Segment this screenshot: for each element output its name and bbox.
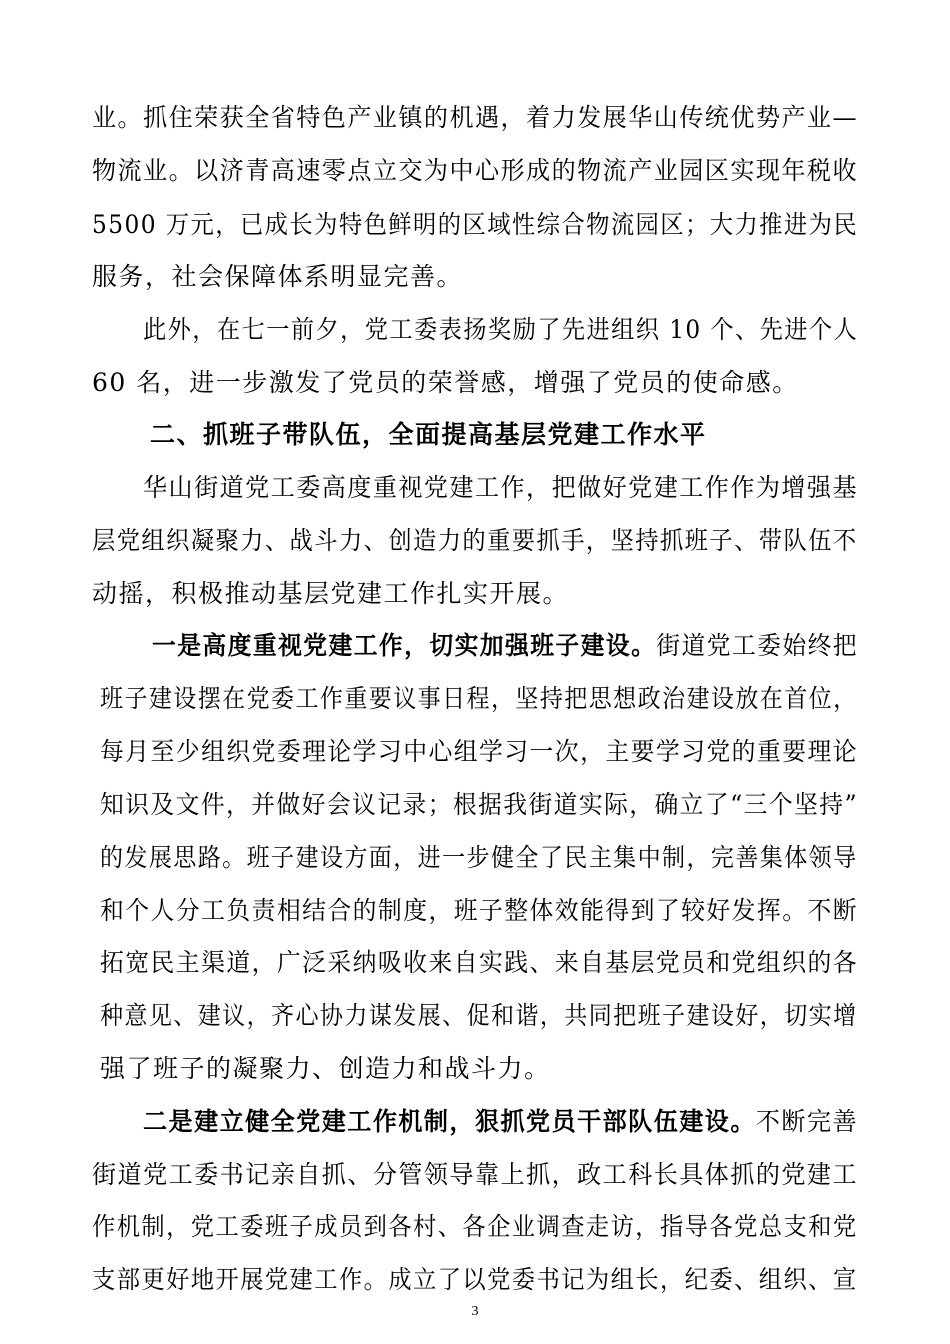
text-line: 班子建设摆在党委工作重要议事日程，坚持把思想政治建设放在首位， bbox=[100, 684, 858, 713]
text-line: 种意见、建议，齐心协力谋发展、促和谐，共同把班子建设好，切实增 bbox=[100, 1001, 858, 1030]
lead-tail: 街道党工委始终把 bbox=[656, 631, 859, 660]
text-line: 服务，社会保障体系明显完善。 bbox=[92, 262, 464, 291]
text-line: 的发展思路。班子建设方面，进一步健全了民主集中制，完善集体领导 bbox=[100, 843, 858, 872]
text-line: 和个人分工负责相结合的制度，班子整体效能得到了较好发挥。不断 bbox=[100, 896, 859, 925]
text-line: 每月至少组织党委理论学习中心组学习一次，主要学习党的重要理论 bbox=[100, 737, 859, 766]
text-line: 层党组织凝聚力、战斗力、创造力的重要抓手，坚持抓班子、带队伍不 bbox=[92, 526, 858, 555]
text-line: 业。抓住荣获全省特色产业镇的机遇，着力发展华山传统优势产业— bbox=[92, 103, 859, 132]
text-line: 动摇，积极推动基层党建工作扎实开展。 bbox=[92, 579, 570, 608]
text-line: 华山街道党工委高度重视党建工作，把做好党建工作作为增强基 bbox=[143, 473, 859, 502]
lead-tail: 不断完善 bbox=[755, 1107, 859, 1136]
text-line: 此外，在七一前夕，党工委表扬奖励了先进组织 10 个、先进个人 bbox=[143, 315, 859, 344]
text-line: 5500 万元，已成长为特色鲜明的区域性综合物流园区；大力推进为民 bbox=[92, 210, 859, 239]
text-line: 物流业。以济青高速零点立交为中心形成的物流产业园区实现年税收 bbox=[92, 156, 859, 185]
section-heading: 二、抓班子带队伍，全面提高基层党建工作水平 bbox=[150, 420, 707, 449]
page-number: 3 bbox=[471, 1304, 479, 1319]
text-line: 拓宽民主渠道，广泛采纳吸收来自实践、来自基层党员和党组织的各 bbox=[100, 948, 859, 977]
text-line: 街道党工委书记亲自抓、分管领导靠上抓，政工科长具体抓的党建工 bbox=[92, 1160, 859, 1189]
text-line: 作机制，党工委班子成员到各村、各企业调查走访，指导各党总支和党 bbox=[92, 1212, 858, 1241]
text-line bbox=[143, 1107, 858, 1137]
lead-sentence: 一是高度重视党建工作，切实加强班子建设。 bbox=[152, 631, 657, 660]
lead-sentence: 二是建立健全党建工作机制，狠抓党员干部队伍建设。 bbox=[143, 1107, 756, 1136]
text-line: 强了班子的凝聚力、创造力和战斗力。 bbox=[100, 1054, 551, 1083]
text-line: 60 名，进一步激发了党员的荣誉感，增强了党员的使命感。 bbox=[92, 368, 799, 397]
text-line: 支部更好地开展党建工作。成立了以党委书记为组长，纪委、组织、宣 bbox=[92, 1265, 858, 1294]
text-line bbox=[152, 631, 858, 661]
text-line: 知识及文件，并做好会议记录；根据我街道实际，确立了“三个坚持” bbox=[100, 790, 859, 819]
